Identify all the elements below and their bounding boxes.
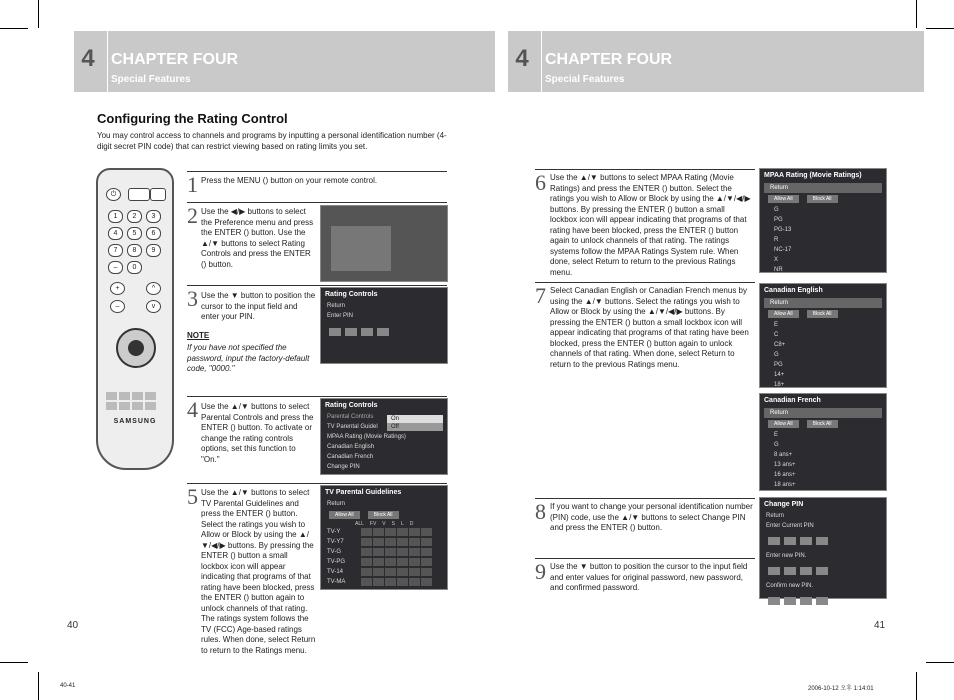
page-number: 40: [67, 620, 79, 631]
rating-option[interactable]: 14+: [774, 372, 785, 378]
remote-control-illustration: ⏻ 1 2 3 4 5 6 7 8 9 – 0 + ^ – v SAMSUNG: [96, 168, 174, 470]
note-title: NOTE: [187, 331, 210, 340]
step-number: 3: [187, 286, 198, 311]
change-pin-screen: Change PIN Return Enter Current PIN Enter new PIN. Confirm new PIN.: [759, 497, 887, 599]
rating-option[interactable]: 13 ans+: [774, 462, 796, 468]
canadian-french-screen: Canadian French Return Allow All Block All E G 8 ans+ 13 ans+ 16 ans+ 18 ans+: [759, 393, 887, 491]
mpaa-screen: MPAA Rating (Movie Ratings) Return Allow All Block All G PG PG-13 R NC-17 X NR: [759, 168, 887, 273]
step-number: 4: [187, 397, 198, 422]
rating-column-header: L: [400, 521, 404, 527]
section-title: Configuring the Rating Control: [97, 111, 288, 126]
intro-text: You may control access to channels and programs by inputting a personal identification number (4-digit secret PIN code) that can restrict viewing based on rating limits you set.: [97, 131, 447, 151]
rating-option[interactable]: 16 ans+: [774, 472, 796, 478]
page-number: 41: [874, 620, 886, 631]
rating-row-label[interactable]: TV-G: [327, 549, 342, 555]
rating-option[interactable]: 8 ans+: [774, 452, 793, 458]
step-text: Use the ▲/▼ buttons to select TV Parental Guidelines and press the ENTER () button. Select the ratings you wish to Allow or Block by using the ▲/▼/◀/▶ buttons. By pressing the ENTER () button a small lockbox icon will appear indicating that programs of that rating have been blocked, press the ENTER () button again to unlock channels of that rating. The ratings system follows the TV (FCC) Age-based ratings rules. When done, select Return to return to the Ratings menu.: [201, 488, 316, 655]
tv-guidelines-screen: TV Parental Guidelines Return Allow All Block All ALL FV V S L D TV-Y TV-Y7 TV-G TV-PG TV-14 TV-MA: [320, 485, 448, 590]
step-text: Use the ▼ button to position the cursor to the input field and enter your PIN.: [201, 291, 316, 321]
step-number: 9: [535, 559, 546, 584]
rating-option[interactable]: NC-17: [774, 247, 792, 253]
footer-right: 2006-10-12 오후 1:14:01: [808, 686, 874, 692]
step-text: Use the ▼ button to position the cursor to the input field and enter values for original password, new password, and confirmed password.: [550, 562, 748, 592]
chapter-number: 4: [515, 45, 529, 72]
rating-column-header: FV: [369, 521, 377, 527]
function-buttons: [106, 392, 164, 410]
rating-option[interactable]: 18 ans+: [774, 482, 796, 488]
chapter-number: 4: [81, 45, 95, 72]
rating-option[interactable]: E: [774, 432, 779, 438]
rating-option[interactable]: PG: [774, 217, 783, 223]
rating-option[interactable]: X: [774, 257, 779, 263]
rating-option[interactable]: G: [774, 442, 779, 448]
rating-option[interactable]: C: [774, 332, 779, 338]
chapter-subtitle: Special Features: [111, 74, 191, 85]
chapter-subtitle: Special Features: [545, 74, 625, 85]
antenna-button: [128, 188, 150, 201]
rating-row-label[interactable]: TV-MA: [327, 579, 346, 585]
rating-option[interactable]: 18+: [774, 382, 785, 388]
rating-column-header: V: [382, 521, 386, 527]
rating-row-label[interactable]: TV-Y7: [327, 539, 344, 545]
step-number: 6: [535, 170, 546, 195]
volume-down-icon: –: [110, 300, 125, 313]
step-text: Press the MENU () button on your remote control.: [201, 176, 378, 185]
chapter-title: CHAPTER FOUR: [545, 51, 673, 68]
parental-controls-screen: Rating Controls Parental Controls TV Parental Guidel MPAA Rating (Movie Ratings) Canadian English Canadian French Change PIN On Off: [320, 398, 448, 475]
rating-column-header: ALL: [355, 521, 364, 527]
rating-row-label[interactable]: TV-PG: [327, 559, 346, 565]
step-text: Use the ▲/▼ buttons to select Parental Controls and press the ENTER () button. To activate or change the rating controls options, set this function to "On.": [201, 402, 314, 464]
step-text: Use the ▲/▼ buttons to select MPAA Rating (Movie Ratings) and press the ENTER () button. Select the ratings you wish to Allow or Block by using the ▲/▼/◀/▶ buttons. By pressing the ENTER () button a small lockbox icon will appear indicating that programs of that rating have been blocked, press the ENTER () button again to unlock channels of that rating. The ratings systems follow the MPAA Ratings System rule. When done, select Return to return to the previous Ratings menu.: [550, 173, 751, 277]
step-text: Select Canadian English or Canadian French menus by using the ▲/▼ buttons. Select the ratings you wish to Allow or Block by using the ▲/▼/◀/▶ buttons. By pressing the ENTER () button a small lockbox icon will appear indicating that programs of that rating have been blocked, press the ENTER () button again to unlock channels of that rating. When done, select Return to return to the previous Ratings menu.: [550, 286, 749, 369]
step-number: 5: [187, 484, 198, 509]
enter-icon: [128, 340, 144, 356]
channel-up-icon: ^: [146, 282, 161, 295]
channel-down-icon: v: [146, 300, 161, 313]
step-text: If you want to change your personal identification number (PIN) code, use the ▲/▼ buttons to select Change PIN and press the ENTER () button.: [550, 502, 753, 532]
note-text: If you have not specified the password, input the factory-default code, "0000.": [187, 343, 310, 373]
rating-option[interactable]: NR: [774, 267, 783, 273]
rating-option[interactable]: G: [774, 352, 779, 358]
step-text: Use the ◀/▶ buttons to select the Preference menu and press the ENTER () button. Use the ▲/▼ buttons to select Rating Controls and press the ENTER () button.: [201, 207, 314, 269]
rating-option[interactable]: PG-13: [774, 227, 792, 233]
step-number: 7: [535, 283, 546, 308]
step-number: 1: [187, 172, 198, 197]
power-icon: ⏻: [106, 188, 121, 201]
remote-brand: SAMSUNG: [113, 418, 157, 425]
rating-row-label[interactable]: TV-14: [327, 569, 344, 575]
rating-row-label[interactable]: TV-Y: [327, 529, 341, 535]
pip-button: [150, 188, 166, 201]
left-chapter-banner: [74, 31, 495, 92]
navigation-pad: [116, 328, 156, 368]
rating-controls-screen: Rating Controls Return Enter PIN: [320, 287, 448, 364]
step-number: 8: [535, 499, 546, 524]
chapter-title: CHAPTER FOUR: [111, 51, 239, 68]
step-number: 2: [187, 203, 198, 228]
footer-left: 40-41: [60, 683, 76, 689]
tv-menu-screenshot: [320, 205, 448, 282]
volume-up-icon: +: [110, 282, 125, 295]
rating-option[interactable]: PG: [774, 362, 783, 368]
rating-option[interactable]: C8+: [774, 342, 786, 348]
rating-column-header: S: [391, 521, 395, 527]
rating-column-header: D: [409, 521, 414, 527]
right-chapter-banner: [508, 31, 924, 92]
rating-option[interactable]: G: [774, 207, 779, 213]
rating-option[interactable]: R: [774, 237, 779, 243]
rating-option[interactable]: E: [774, 322, 779, 328]
canadian-english-screen: Canadian English Return Allow All Block All E C C8+ G PG 14+ 18+: [759, 283, 887, 388]
